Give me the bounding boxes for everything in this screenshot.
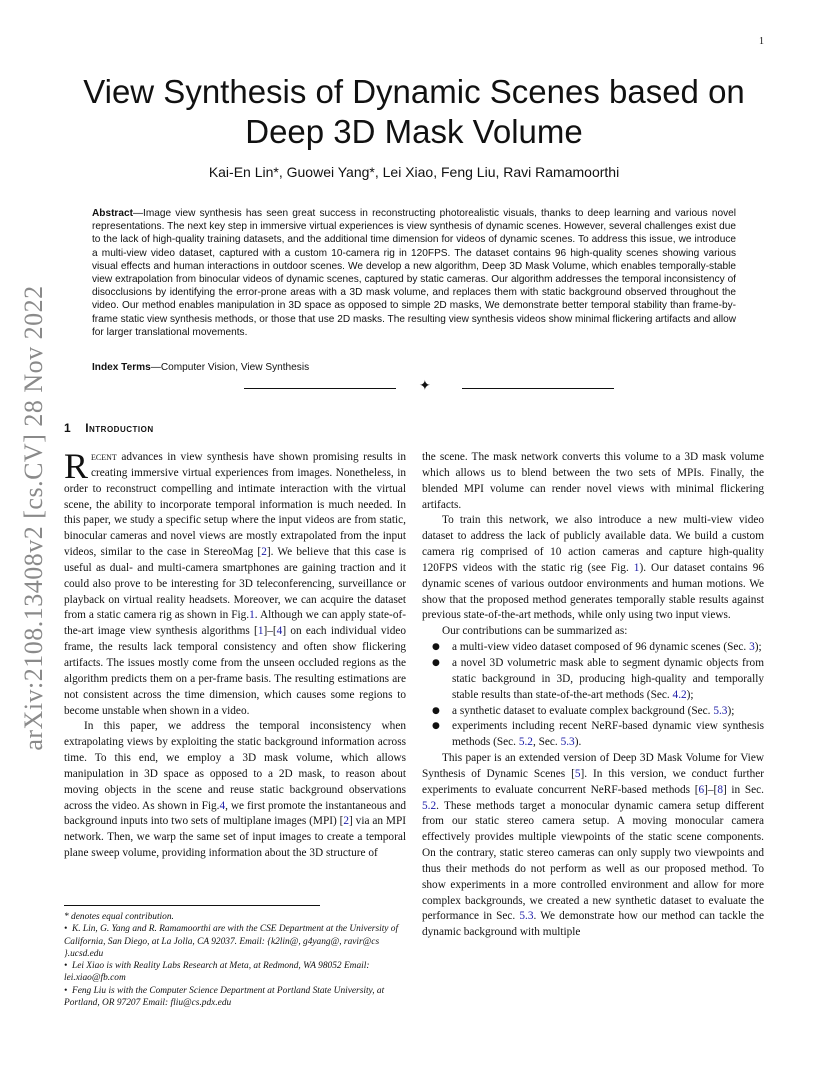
- list-item-text: ).: [574, 736, 582, 749]
- footnote-text: Feng Liu is with the Computer Science Department at Portland State University, at Portland, OR 97207 Email: fliu@cs.pdx.edu: [64, 985, 385, 1009]
- footnote-bullet: •: [64, 924, 68, 935]
- list-item-text: experiments including recent NeRF-based dynamic view synthesis methods (Sec.: [452, 720, 764, 749]
- list-item-text: );: [727, 704, 735, 717]
- citation-link[interactable]: 2: [343, 815, 350, 828]
- bullet-icon: ●: [432, 721, 440, 732]
- index-terms: [92, 362, 736, 373]
- section-divider: [244, 378, 614, 395]
- citation-link[interactable]: 1: [257, 625, 264, 638]
- paragraph-text: ). Our dataset contains 96 dynamic scenes of various outdoor environments and human motions. We show that the proposed method generates temporally stable results against previous state-of-the-art methods, while only using two input views.: [422, 561, 764, 622]
- list-item: [432, 704, 764, 720]
- divider-line-right: [462, 388, 614, 389]
- citation-link[interactable]: 2: [261, 546, 267, 559]
- figure-link[interactable]: 1: [633, 561, 640, 574]
- footnote-affiliation-meta: [64, 960, 406, 985]
- divider-line-left: [244, 388, 396, 389]
- left-column: [64, 446, 407, 862]
- bullet-icon: ●: [432, 657, 440, 668]
- abstract: [92, 207, 736, 339]
- list-item-text: a multi-view video dataset composed of 96 dynamic scenes (Sec.: [452, 641, 750, 654]
- footnote-bullet: •: [64, 961, 68, 972]
- paragraph-text: ]–[: [704, 783, 718, 796]
- footnote-bullet: •: [64, 985, 68, 996]
- index-terms-label: Index Terms: [92, 362, 151, 373]
- section-title: Introduction: [85, 421, 154, 435]
- paragraph-text: ]–[: [263, 625, 277, 638]
- footnote-text: K. Lin, G. Yang and R. Ramamoorthi are with the CSE Department at the University of California, San Diego, at La Jolla, CA 92037. Email: {k2lin@, g4yang@, ravir@cs }.ucsd.edu: [64, 924, 399, 959]
- citation-link[interactable]: 5: [574, 767, 581, 780]
- footnote-text: Lei Xiao is with Reality Labs Research at Meta, at Redmond, WA 98052 Email: lei.xiao@fb.com: [64, 961, 370, 984]
- footnote-affiliation-ucsd: [64, 923, 406, 960]
- section-link[interactable]: 5.3: [560, 736, 575, 749]
- paragraph-text: To train this network, we also introduce a new multi-view video dataset to address the lack of publicly available data. We build a custom camera rig comprised of 10 action cameras and capture high-quality 120FPS videos with the static rig (see Fig.: [422, 514, 764, 574]
- intro-paragraph-2: [64, 719, 406, 862]
- intro-paragraph-3: the scene. The mask network converts this volume to a 3D mask volume which allows us to blend between the two sets of MPIs. Finally, the blended MPI volume can render novel views with minimal flickering artifacts.: [422, 451, 764, 511]
- intro-paragraph-5: [422, 751, 764, 941]
- section-link[interactable]: 5.3: [519, 910, 534, 923]
- divider-star-icon: ✦: [419, 378, 431, 394]
- list-item-text: );: [686, 688, 694, 701]
- section-link[interactable]: 5.2: [518, 736, 533, 749]
- intro-paragraph-4: [422, 513, 764, 624]
- list-item: [432, 640, 764, 656]
- paragraph-text: advances in view synthesis have shown promising results in creating immersive virtual experiences from images. Nonetheless, in order to reconstruct compelling and intimate interaction with the virtual scene, the ability to incorporate temporal information is much needed. In this paper, we study a specific setup where the input videos are from static, binocular cameras and novel views are mostly extrapolated from the input videos, similar to the case in StereoMag [: [64, 451, 406, 559]
- list-item-text: );: [754, 641, 762, 654]
- footnote-rule: [64, 905, 320, 906]
- contribution-list: [422, 640, 764, 751]
- list-item: [432, 656, 764, 704]
- footnotes: [64, 911, 406, 1009]
- paragraph-text: . Although we can apply state-of-the-art image view synthesis algorithms [: [64, 609, 406, 638]
- paragraph-text: ] via an MPI network. Then, we warp the same set of input images to create a temporal plane sweep volume, providing information about the 3D structure of: [64, 815, 406, 860]
- section-link[interactable]: 3: [749, 641, 755, 654]
- citation-link[interactable]: 6: [698, 783, 705, 796]
- section-heading: [64, 421, 154, 435]
- index-terms-text: —Computer Vision, View Synthesis: [150, 362, 310, 373]
- footnote-affiliation-psu: [64, 985, 406, 1010]
- abstract-text: —Image view synthesis has seen great success in reconstructing photorealistic visuals, thanks to deep learning and various novel representations. The next key step in immersive virtual experiences is view synthesis of dynamic scenes. However, several challenges exist due to the lack of high-quality training datasets, and the additional time dimension for videos of dynamic scenes. To address this issue, we introduce a multi-view video dataset, captured with a custom 10-camera rig in 120FPS. The dataset contains 96 high-quality scenes showing various visual effects and human interactions in outdoor scenes. We develop a new algorithm, Deep 3D Mask Volume, which enables temporally-stable view extrapolation from binocular videos of dynamic scenes, captured by static cameras. Our algorithm addresses the temporal inconsistency of disocclusions by identifying the error-prone areas with a 3D mask volume, and replaces them with static background observed throughout the video. Our method enables manipulation in 3D space as opposed to simple 2D masks, We demonstrate better temporal stability than frame-by-frame static view synthesis methods, or those that use 2D masks. The resulting view synthesis videos show minimal flickering artifacts and allow for larger translational movements.: [92, 208, 736, 338]
- section-number: 1: [64, 421, 72, 435]
- bullet-icon: ●: [432, 642, 440, 653]
- contributions-intro: Our contributions can be summarized as:: [442, 625, 628, 638]
- smallcaps-lead: ecent: [91, 451, 117, 463]
- author-list: Kai-En Lin*, Guowei Yang*, Lei Xiao, Feng Liu, Ravi Ramamoorthi: [208, 164, 620, 180]
- figure-link[interactable]: 4: [219, 799, 226, 812]
- paragraph-text: , we first promote the instantaneous and background inputs into two sets of multiplane images (MPI) [: [64, 799, 406, 828]
- paragraph-text: This paper is an extended version of Deep 3D Mask Volume for View Synthesis of Dynamic Scenes [: [422, 752, 764, 780]
- page-number: 1: [759, 36, 764, 47]
- paragraph-text: . We demonstrate how our method can tackle the dynamic background with multiple: [422, 910, 764, 939]
- paragraph-text: ]. We believe that this case is useful as dual- and multi-camera smartphones are gaining traction and it could also prove to be interesting for 3D teleconferencing, surveillance or playback on virtual reality headsets. Moreover, we can acquire the dataset from a static camera rig as shown in Fig.: [64, 546, 407, 622]
- list-item-text: , Sec.: [532, 736, 561, 749]
- paper-title: View Synthesis of Dynamic Scenes based on Deep 3D Mask Volume: [83, 73, 745, 150]
- arxiv-identifier-text: arXiv:2108.13408v2 [cs.CV] 28 Nov 2022: [19, 285, 48, 751]
- bullet-icon: ●: [432, 705, 440, 716]
- intro-paragraph-1: [64, 446, 407, 719]
- abstract-label: Abstract: [92, 208, 133, 219]
- citation-link[interactable]: 8: [717, 783, 723, 796]
- citation-link[interactable]: 4: [276, 625, 283, 638]
- paragraph-text: In this paper, we address the temporal inconsistency when extrapolating views by exploiting the static background information across time. To this end, we employ a 3D mask volume, which allows manipulation in 3D space as opposed to a 2D mask, to reason about moving objects in the scene and reuse static background observations across the video. As shown in Fig.: [64, 720, 406, 812]
- section-link[interactable]: 5.2: [422, 799, 437, 812]
- paragraph-text: . These methods target a monocular dynamic camera setup different from our static stereo camera setup. A moving monocular camera effectively provides multiple viewpoints of the static scene components. On the contrary, static stereo cameras can only supply two viewpoints and thus their methods do not perform as well as our proposed method. To show experiments in a more controlled environment and allow for more complex backgrounds, we created a new synthetic dataset to evaluate the performance in Sec.: [422, 799, 764, 923]
- section-link[interactable]: 5.3: [713, 704, 728, 717]
- footnote-equal-contribution: * denotes equal contribution.: [64, 912, 174, 922]
- figure-link[interactable]: 1: [249, 609, 255, 622]
- list-item-text: a novel 3D volumetric mask able to segment dynamic objects from static background in 3D, producing high-quality and temporally stable results than state-of-the-art methods (Sec.: [452, 656, 764, 701]
- right-column: [422, 450, 764, 941]
- paragraph-text: ] on each individual video frame, the results lack temporal consistency and often show flickering artifacts. The issues mostly come from the unseen occluded regions as the algorithm predicts them on a per-frame basis. The resulting estimations are not consistent across the time dimension, which causes some regions to become unstable when shown in a video.: [64, 625, 406, 717]
- paragraph-text: ] in Sec.: [722, 783, 764, 796]
- list-item: [432, 719, 764, 751]
- arxiv-side-identifier: [14, 278, 54, 758]
- list-item-text: a synthetic dataset to evaluate complex background (Sec.: [452, 704, 714, 717]
- section-link[interactable]: 4.2: [672, 688, 687, 701]
- paragraph-text: ]. In this version, we conduct further experiments to evaluate concurrent NeRF-based methods [: [422, 767, 765, 796]
- drop-cap: R: [64, 446, 89, 486]
